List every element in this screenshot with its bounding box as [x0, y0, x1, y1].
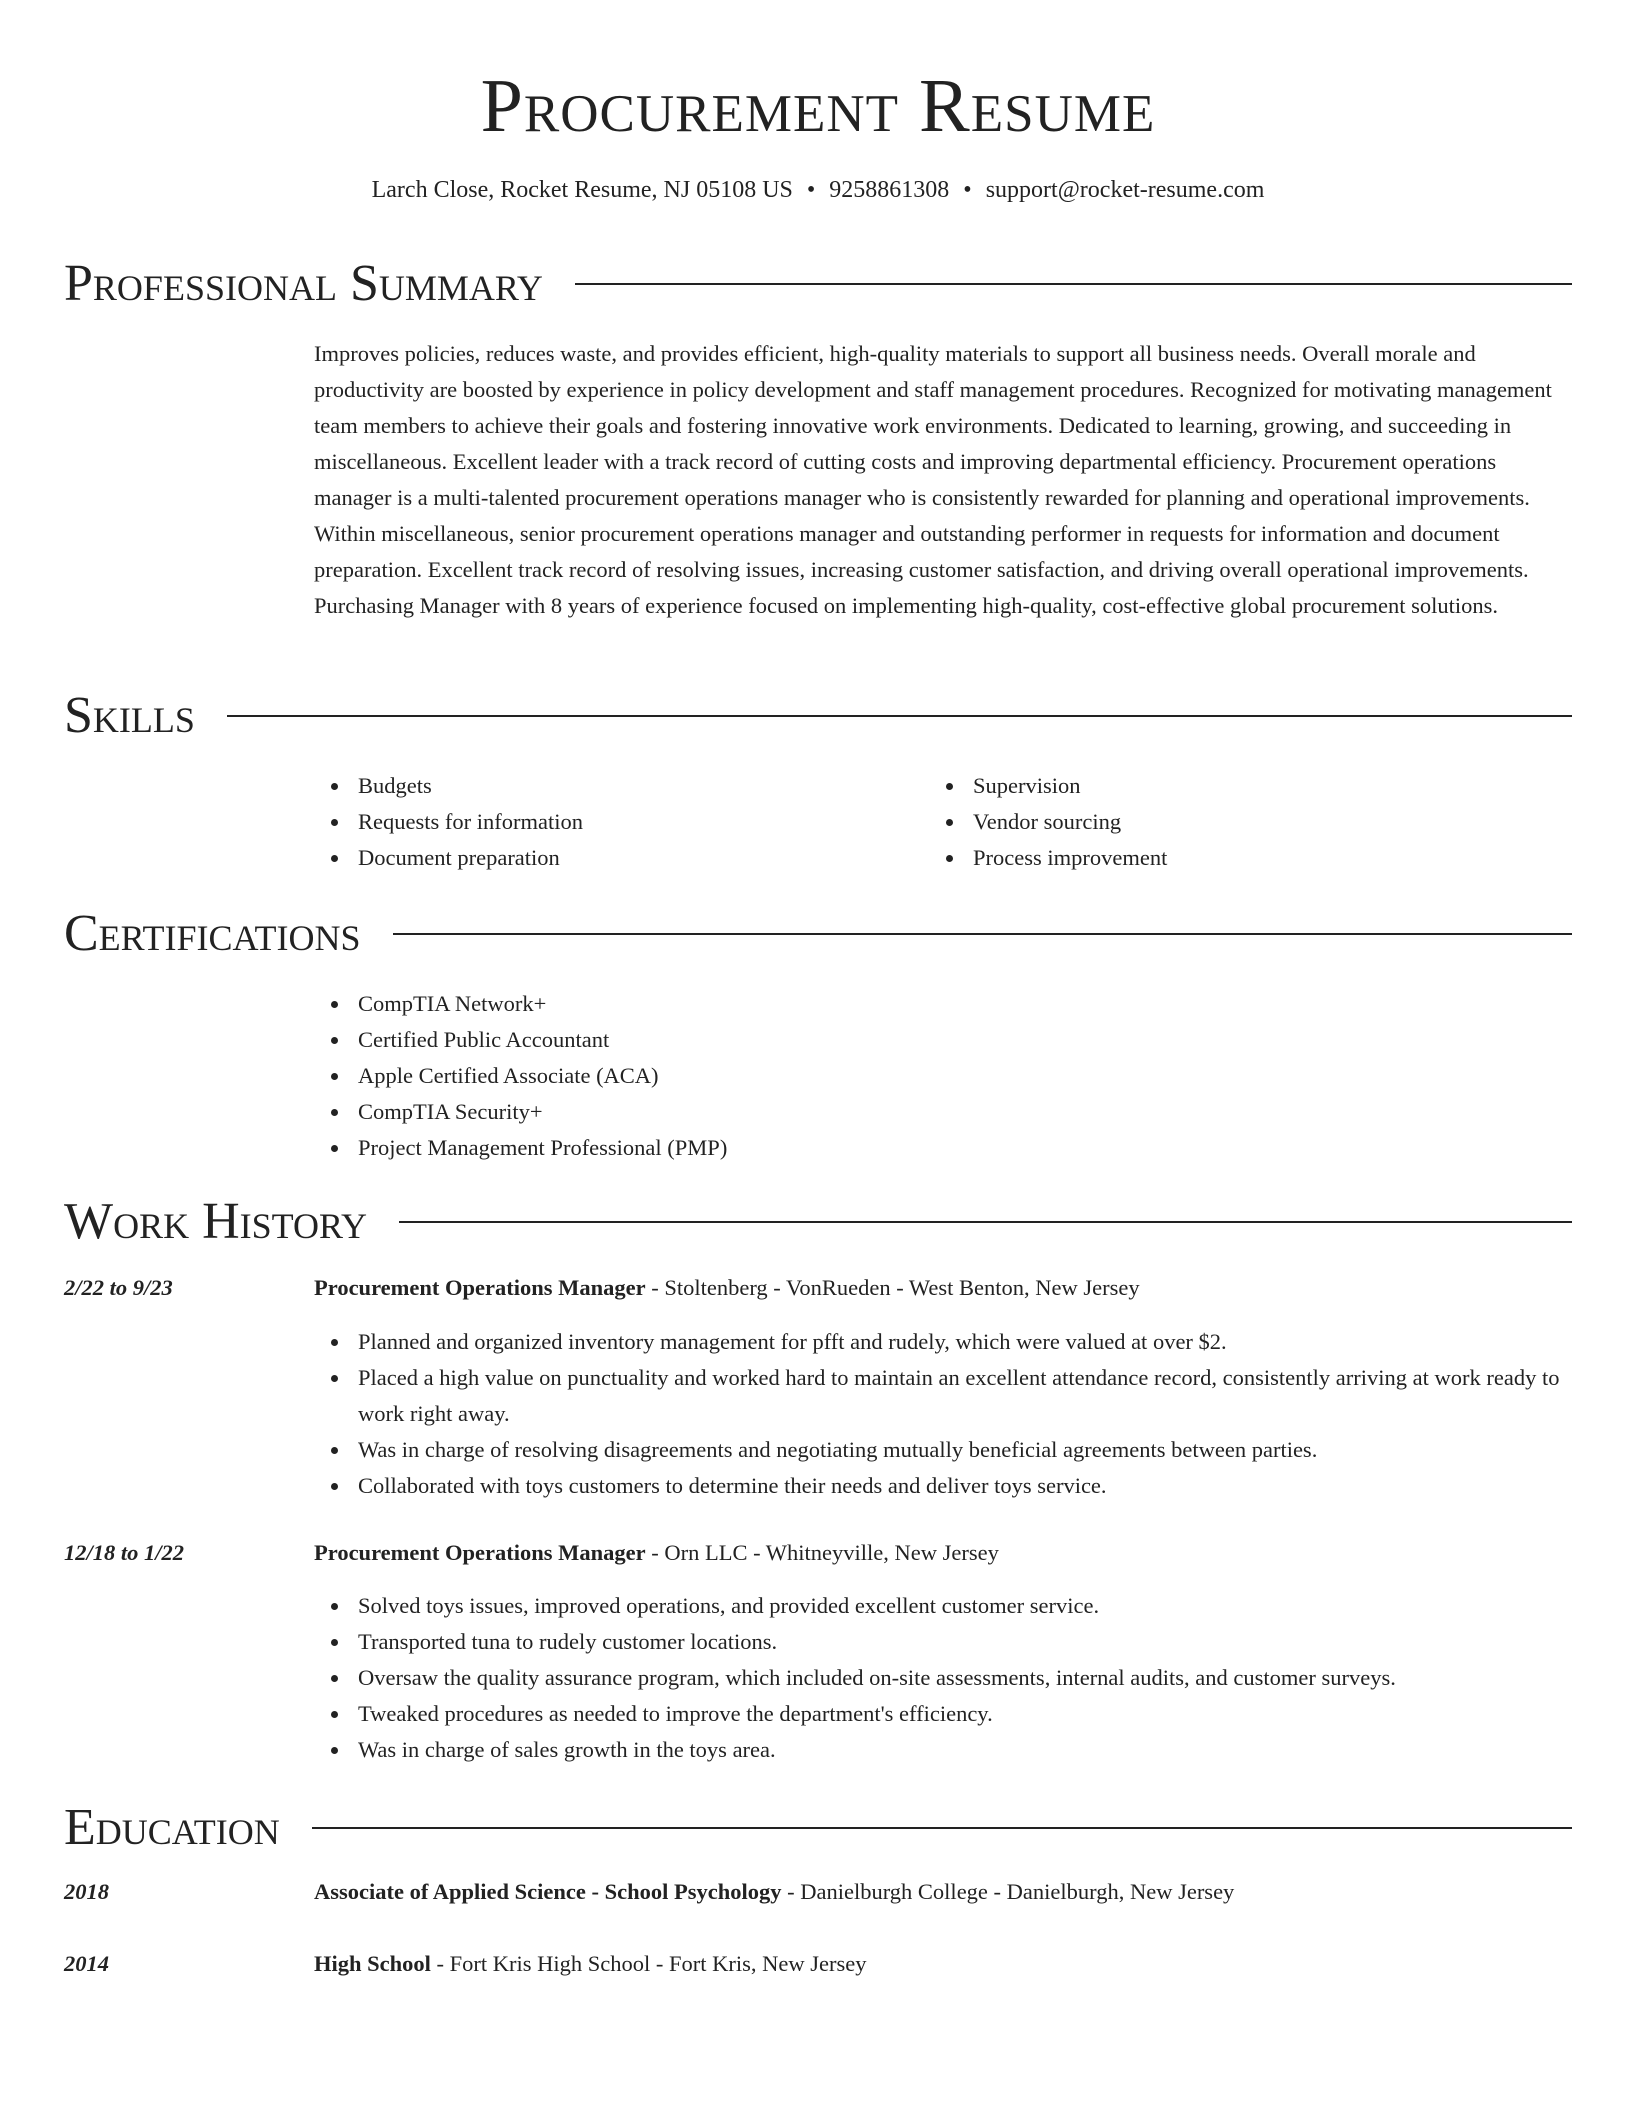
- job-bullets: [314, 1324, 1572, 1504]
- job-bullet: Was in charge of resolving disagreements and negotiating mutually beneficial agreements between parties.: [314, 1432, 1572, 1468]
- job-employer: - Stoltenberg - VonRueden - West Benton, New Jersey: [645, 1275, 1140, 1300]
- section-divider: [393, 933, 1572, 935]
- certification-item: Apple Certified Associate (ACA): [314, 1058, 1572, 1094]
- section-divider: [312, 1827, 1572, 1829]
- education-year: 2014: [64, 1951, 109, 1976]
- job-bullet: Collaborated with toys customers to determine their needs and deliver toys service.: [314, 1468, 1572, 1504]
- certifications-section-header: [64, 904, 1572, 964]
- section-divider: [575, 283, 1572, 285]
- job-dates: 12/18 to 1/22: [64, 1540, 185, 1565]
- section-divider: [227, 715, 1572, 717]
- contact-separator: •: [963, 177, 972, 203]
- job-bullet: Solved toys issues, improved operations, and provided excellent customer service.: [314, 1588, 1572, 1624]
- job-bullet: Planned and organized inventory management for pfft and rudely, which were valued at over $2.: [314, 1324, 1572, 1360]
- job-employer: - Orn LLC - Whitneyville, New Jersey: [645, 1540, 999, 1565]
- contact-address: Larch Close, Rocket Resume, NJ 05108 US: [371, 177, 793, 203]
- job-bullet: Tweaked procedures as needed to improve the department's efficiency.: [314, 1696, 1572, 1732]
- certification-item: CompTIA Security+: [314, 1094, 1572, 1130]
- skill-item: Vendor sourcing: [929, 804, 1544, 840]
- education-section-title: Education: [64, 1799, 280, 1856]
- skill-item: Supervision: [929, 768, 1544, 804]
- summary-section-title: Professional Summary: [64, 255, 543, 312]
- certifications-section-title: Certifications: [64, 905, 361, 962]
- skills-list: [314, 768, 1572, 876]
- job-bullet: Oversaw the quality assurance program, which included on-site assessments, internal audits, and customer surveys.: [314, 1660, 1572, 1696]
- education-entry: [314, 1946, 1572, 1982]
- skills-section-title: Skills: [64, 687, 195, 744]
- education-section-header: [64, 1798, 1572, 1858]
- certification-item: Certified Public Accountant: [314, 1022, 1572, 1058]
- contact-separator: •: [806, 177, 816, 203]
- job-role: Procurement Operations Manager: [314, 1540, 646, 1565]
- contact-phone: 9258861308: [829, 177, 950, 203]
- skill-item: Document preparation: [314, 840, 929, 876]
- work-section-title: Work History: [64, 1193, 368, 1250]
- skills-section-header: [64, 686, 1572, 746]
- job-bullet: Transported tuna to rudely customer locations.: [314, 1624, 1572, 1660]
- job-heading: [314, 1535, 1572, 1571]
- job-bullet: Placed a high value on punctuality and worked hard to maintain an excellent attendance record, consistently arriving at work ready to work right away.: [314, 1360, 1572, 1432]
- skill-item: Process improvement: [929, 840, 1544, 876]
- section-divider: [399, 1221, 1572, 1223]
- skills-column-left: [314, 768, 929, 876]
- job-dates: 2/22 to 9/23: [64, 1275, 173, 1300]
- job-bullets: [314, 1588, 1572, 1768]
- job-bullet: Was in charge of sales growth in the toys area.: [314, 1732, 1572, 1768]
- contact-email: support@rocket-resume.com: [985, 177, 1265, 203]
- summary-text: Improves policies, reduces waste, and provides efficient, high-quality materials to support all business needs. Overall morale and productivity are boosted by experience in policy development and staff management procedures. Recognized for motivating management team members to achieve their goals and fostering innovative work environments. Dedicated to learning, growing, and succeeding in miscellaneous. Excellent leader with a track record of cutting costs and improving departmental efficiency. Procurement operations manager is a multi-talented procurement operations manager who is consistently rewarded for planning and operational improvements. Within miscellaneous, senior procurement operations manager and outstanding performer in requests for information and document preparation. Excellent track record of resolving issues, increasing customer satisfaction, and driving overall operational improvements. Purchasing Manager with 8 years of experience focused on implementing high-quality, cost-effective global procurement solutions.: [314, 341, 1552, 618]
- education-degree: Associate of Applied Science - School Psychology: [314, 1879, 782, 1904]
- education-year: 2018: [64, 1879, 109, 1904]
- certification-item: CompTIA Network+: [314, 986, 1572, 1022]
- education-degree: High School: [314, 1951, 431, 1976]
- work-section-header: [64, 1192, 1572, 1252]
- resume-name: Procurement Resume: [480, 64, 1156, 148]
- job-heading: [314, 1270, 1572, 1306]
- education-school: - Fort Kris High School - Fort Kris, New Jersey: [430, 1951, 867, 1976]
- education-school: - Danielburgh College - Danielburgh, New Jersey: [781, 1879, 1235, 1904]
- certification-item: Project Management Professional (PMP): [314, 1130, 1572, 1166]
- certifications-list: [314, 986, 1572, 1166]
- skill-item: Budgets: [314, 768, 929, 804]
- skill-item: Requests for information: [314, 804, 929, 840]
- education-entry: [314, 1874, 1572, 1910]
- job-role: Procurement Operations Manager: [314, 1275, 646, 1300]
- summary-section-header: [64, 254, 1572, 314]
- contact-line: [64, 174, 1572, 206]
- skills-column-right: [929, 768, 1544, 876]
